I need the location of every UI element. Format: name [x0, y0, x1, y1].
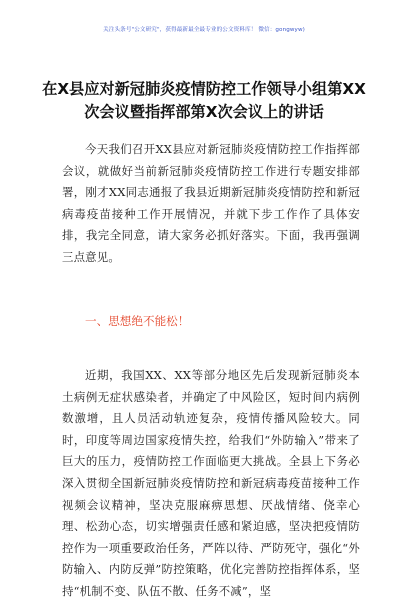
section-heading: 一、思想绝不能松！ — [85, 314, 190, 328]
intro-paragraph: 今天我们召开XX县应对新冠肺炎疫情防控工作指挥部会议，就做好当前新冠肺炎疫情防控工作进行专题安排部署，刚才XX同志通报了我县近期新冠肺炎疫情防控和新冠病毒疫苗接种工作开展情况，并就下步工作作了具体安排，我完全同意，请大家务必抓好落实。下面，我再强调三点意见。 — [62, 142, 360, 264]
promo-banner: 关注头条号"公文研究"，获得最新最全最专业的公文资料库！ 微信：gongwyw) — [103, 27, 305, 33]
page-title: 在X县应对新冠肺炎疫情防控工作领导小组第XX次会议暨指挥部第X次会议上的讲话 — [42, 80, 366, 121]
section-paragraph: 近期，我国XX、XX等部分地区先后发现新冠肺炎本土病例无症状感染者，并确定了中风险区，短时间内病例数激增，且人员活动轨迹复杂，疫情传播风险较大。同时，印度等周边国家疫情失控，给我们“外防输入”带来了巨大的压力，疫情防控工作面临更大挑战。全县上下务必深入贯彻全国新冠肺炎疫情防控和新冠病毒疫苗接种工作视频会议精神，坚决克服麻痹思想、厌战情绪、侥幸心理、松劲心态，切实增强责任感和紧迫感，坚决把疫情防控作为一项重要政治任务，严阵以待、严防死守，强化“外防输入、内防反弹”防控策略，优化完善防控指挥体系，坚持“机制不变、队伍不散、任务不减”，坚 — [62, 368, 360, 598]
